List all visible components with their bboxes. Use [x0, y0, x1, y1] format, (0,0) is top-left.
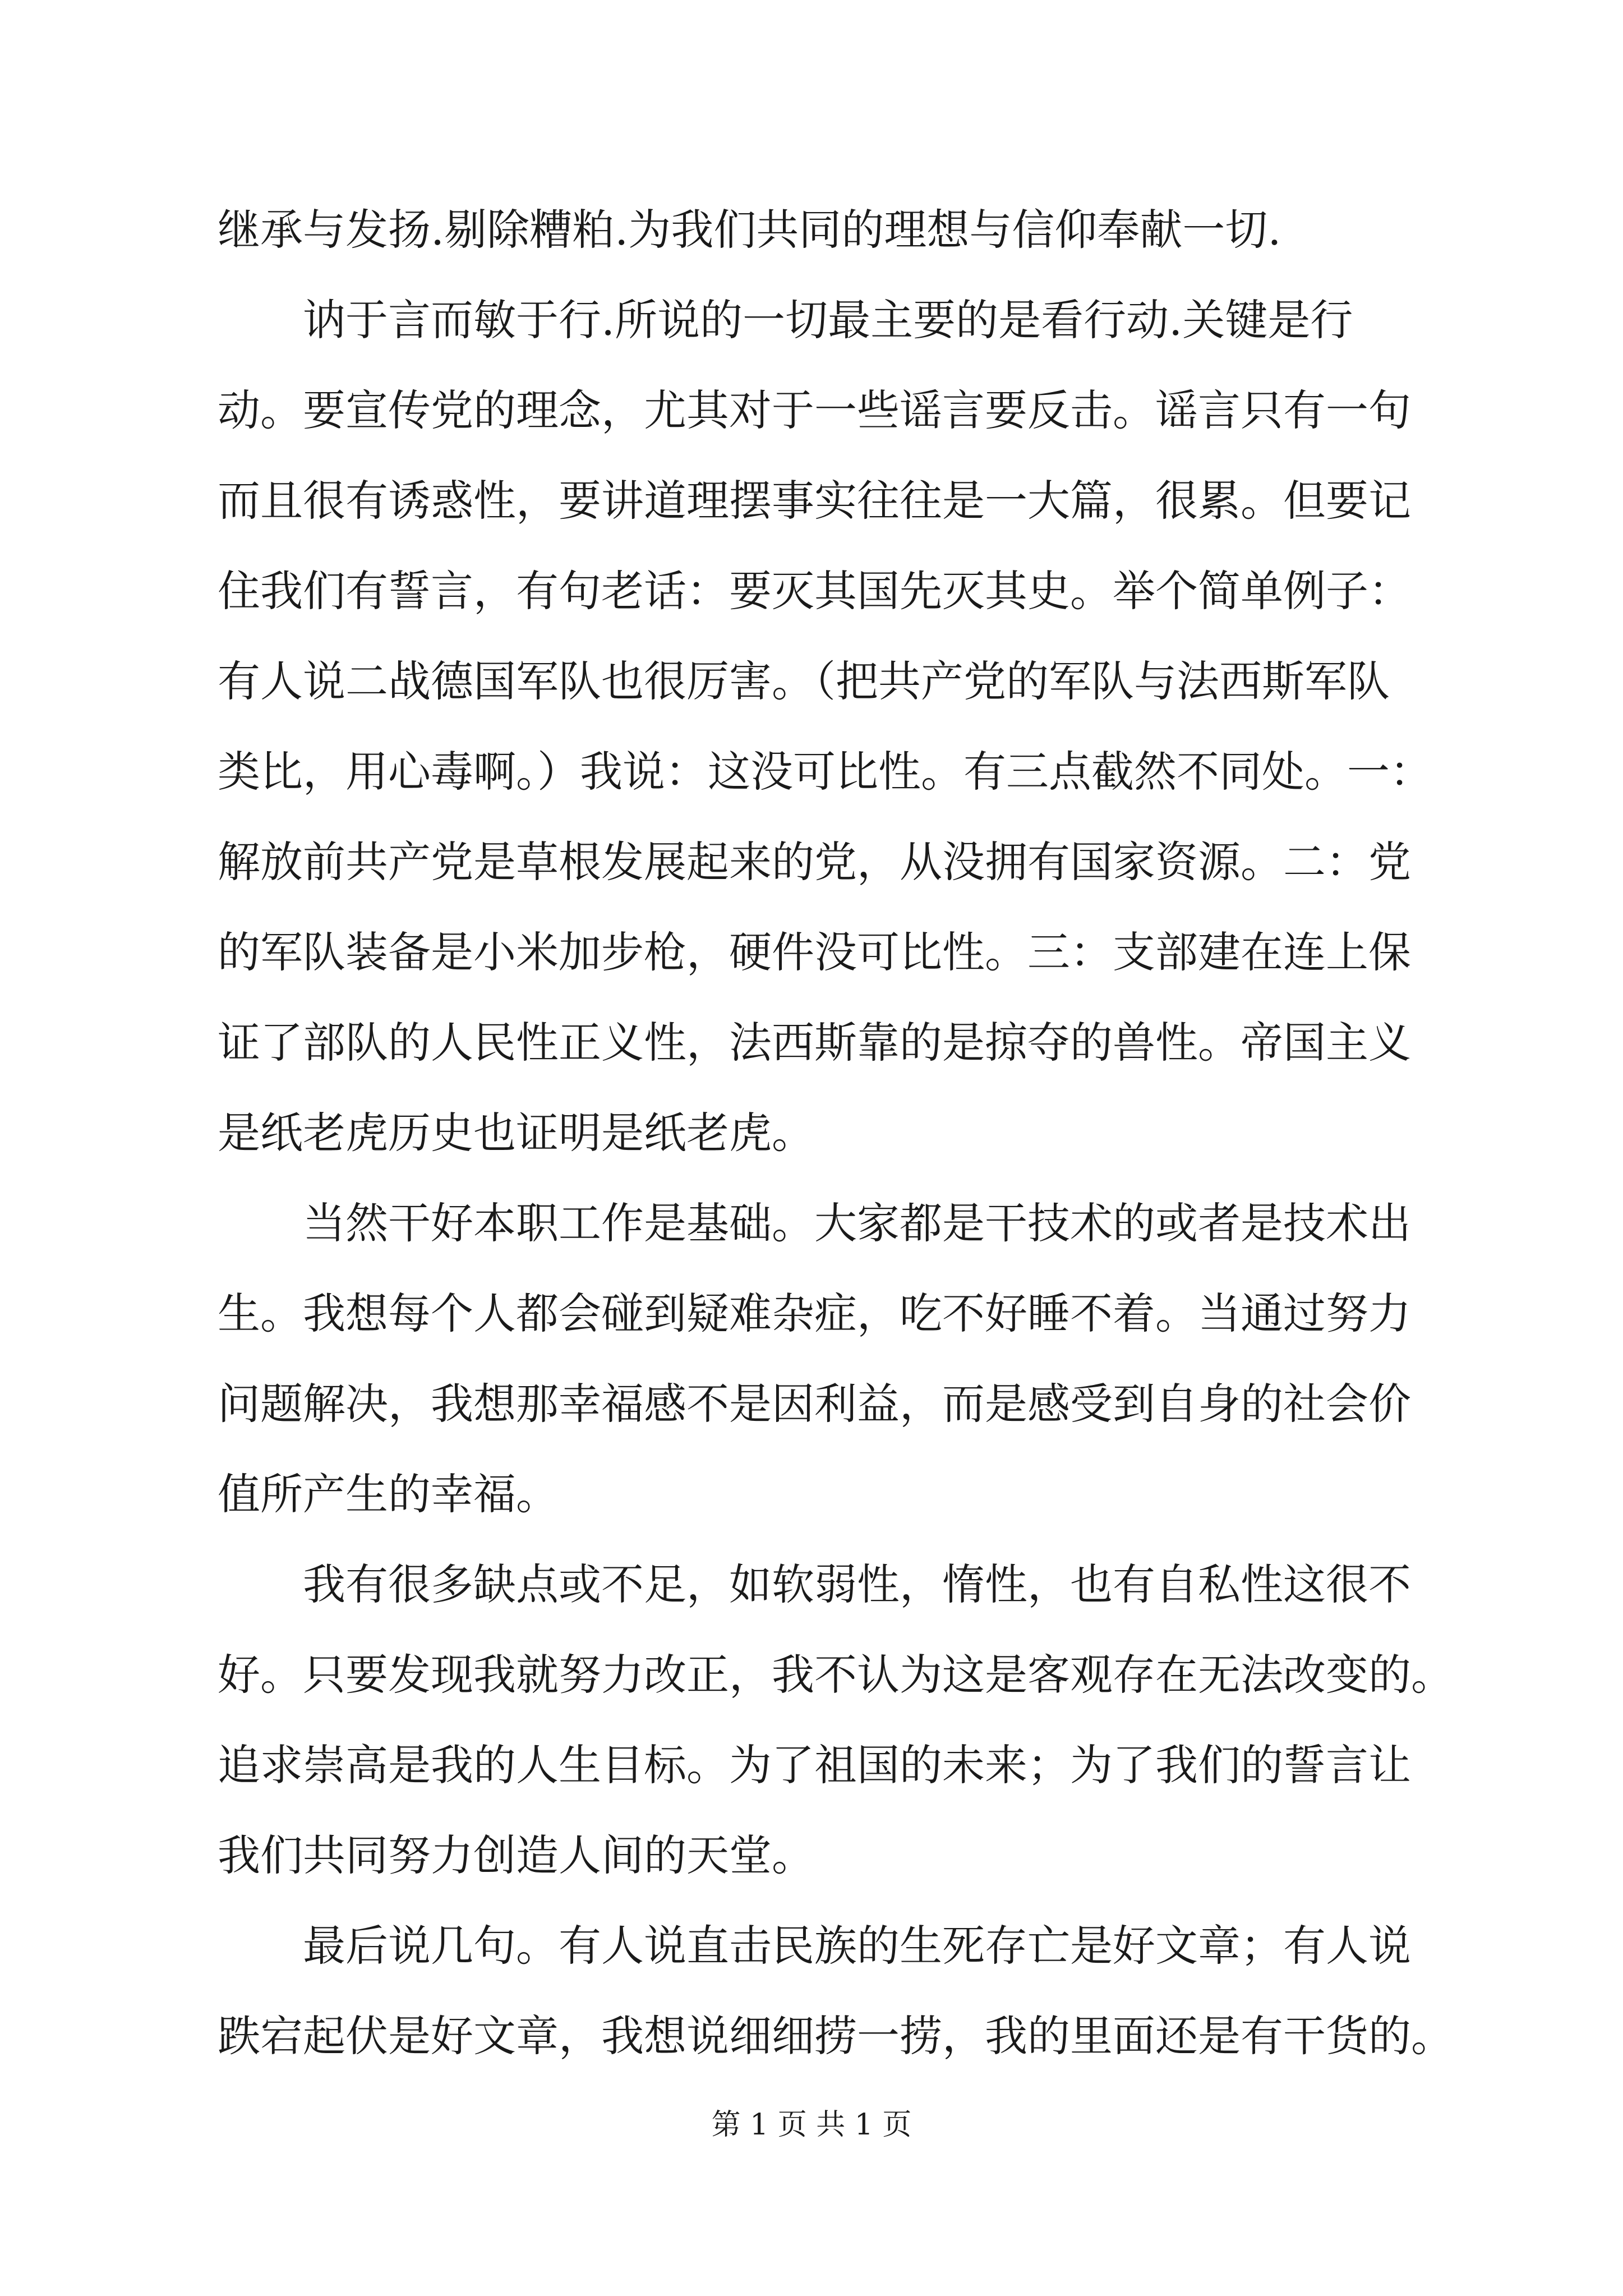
paragraph-first-line: 最后说几句。有人说直击民族的生死存亡是好文章；有人说 [303, 1921, 1411, 1971]
text-line: 的军队装备是小米加步枪，硬件没可比性。三：支部建在连上保 [218, 927, 1411, 977]
paragraph-first-line: 我有很多缺点或不足，如软弱性，惰性，也有自私性这很不 [303, 1559, 1411, 1609]
text-line: 解放前共产党是草根发展起来的党，从没拥有国家资源。二：党 [218, 837, 1411, 887]
text-line: 继承与发扬.剔除糟粕.为我们共同的理想与信仰奉献一切. [218, 205, 1281, 255]
paragraph-first-line: 讷于言而敏于行.所说的一切最主要的是看行动.关键是行 [303, 295, 1353, 345]
text-line: 证了部队的人民性正义性，法西斯靠的是掠夺的兽性。帝国主义 [218, 1018, 1411, 1068]
text-line: 好。只要发现我就努力改正，我不认为这是客观存在无法改变的。 [218, 1650, 1454, 1700]
text-line: 是纸老虎历史也证明是纸老虎。 [218, 1108, 814, 1158]
text-line: 值所产生的幸福。 [218, 1469, 559, 1519]
page-number-footer: 第 1 页 共 1 页 [711, 2108, 912, 2142]
text-line: 我们共同努力创造人间的天堂。 [218, 1830, 814, 1880]
text-line: 追求崇高是我的人生目标。为了祖国的未来；为了我们的誓言让 [218, 1740, 1411, 1790]
paragraph-first-line: 当然干好本职工作是基础。大家都是干技术的或者是技术出 [303, 1198, 1411, 1248]
text-line: 住我们有誓言，有句老话：要灭其国先灭其史。举个简单例子： [218, 566, 1411, 616]
text-line: 生。我想每个人都会碰到疑难杂症，吃不好睡不着。当通过努力 [218, 1289, 1411, 1338]
text-line: 跌宕起伏是好文章，我想说细细捞一捞，我的里面还是有干货的。 [218, 2011, 1454, 2061]
text-line: 而且很有诱惑性，要讲道理摆事实往往是一大篇，很累。但要记 [218, 476, 1411, 526]
text-line: 问题解决，我想那幸福感不是因利益，而是感受到自身的社会价 [218, 1379, 1411, 1429]
text-line: 类比，用心毒啊。）我说：这没可比性。有三点截然不同处。一： [218, 747, 1432, 797]
text-line: 动。要宣传党的理念，尤其对于一些谣言要反击。谣言只有一句 [218, 385, 1411, 435]
text-line: 有人说二战德国军队也很厉害。（把共产党的军队与法西斯军队 [218, 656, 1390, 706]
